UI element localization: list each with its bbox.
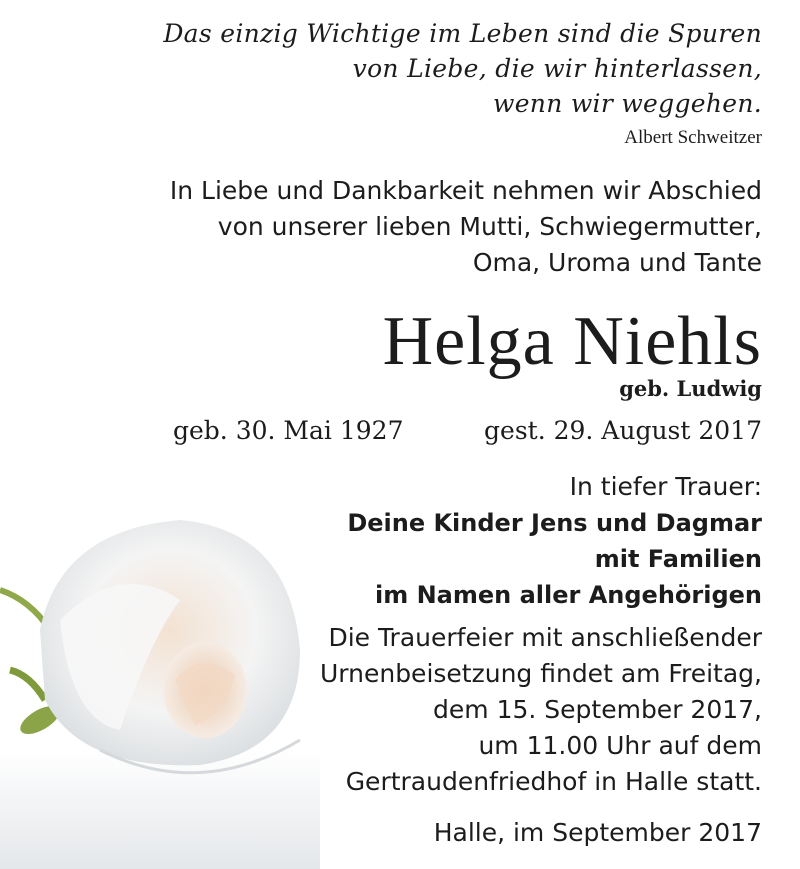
ceremony-line: Gertraudenfriedhof in Halle statt. — [345, 767, 762, 796]
birth-date: geb. 30. Mai 1927 — [173, 416, 404, 445]
intro-line: In Liebe und Dankbarkeit nehmen wir Abschied — [169, 176, 762, 205]
intro-line: von unserer lieben Mutti, Schwiegermutter, — [217, 212, 762, 241]
ceremony-line: Die Trauerfeier mit anschließender — [328, 623, 762, 652]
mourning-heading: In tiefer Trauer: — [569, 472, 762, 501]
birth-name: geb. Ludwig — [619, 376, 762, 401]
white-rose-image — [0, 500, 320, 869]
death-date: gest. 29. August 2017 — [484, 416, 762, 445]
quote-line: von Liebe, die wir hinterlassen, — [352, 54, 762, 83]
mourners-line: mit Familien — [594, 545, 762, 573]
mourners-line: im Namen aller Angehörigen — [374, 581, 762, 609]
ceremony-line: dem 15. September 2017, — [433, 695, 762, 724]
quote-line: Das einzig Wichtige im Leben sind die Spuren — [163, 19, 762, 48]
ceremony-line: Urnenbeisetzung findet am Freitag, — [319, 659, 762, 688]
quote — [163, 16, 762, 121]
ceremony-details — [320, 620, 762, 800]
intro-line: Oma, Uroma und Tante — [472, 248, 762, 277]
intro-text — [170, 173, 762, 281]
quote-line: wenn wir weggehen. — [493, 89, 762, 118]
ceremony-line: um 11.00 Uhr auf dem — [478, 731, 762, 760]
deceased-name: Helga Niehls — [382, 303, 762, 380]
mourners-line: Deine Kinder Jens und Dagmar — [347, 509, 762, 537]
place-and-date: Halle, im September 2017 — [433, 818, 762, 847]
mourners-list — [347, 505, 762, 613]
quote-author: Albert Schweitzer — [624, 127, 762, 148]
